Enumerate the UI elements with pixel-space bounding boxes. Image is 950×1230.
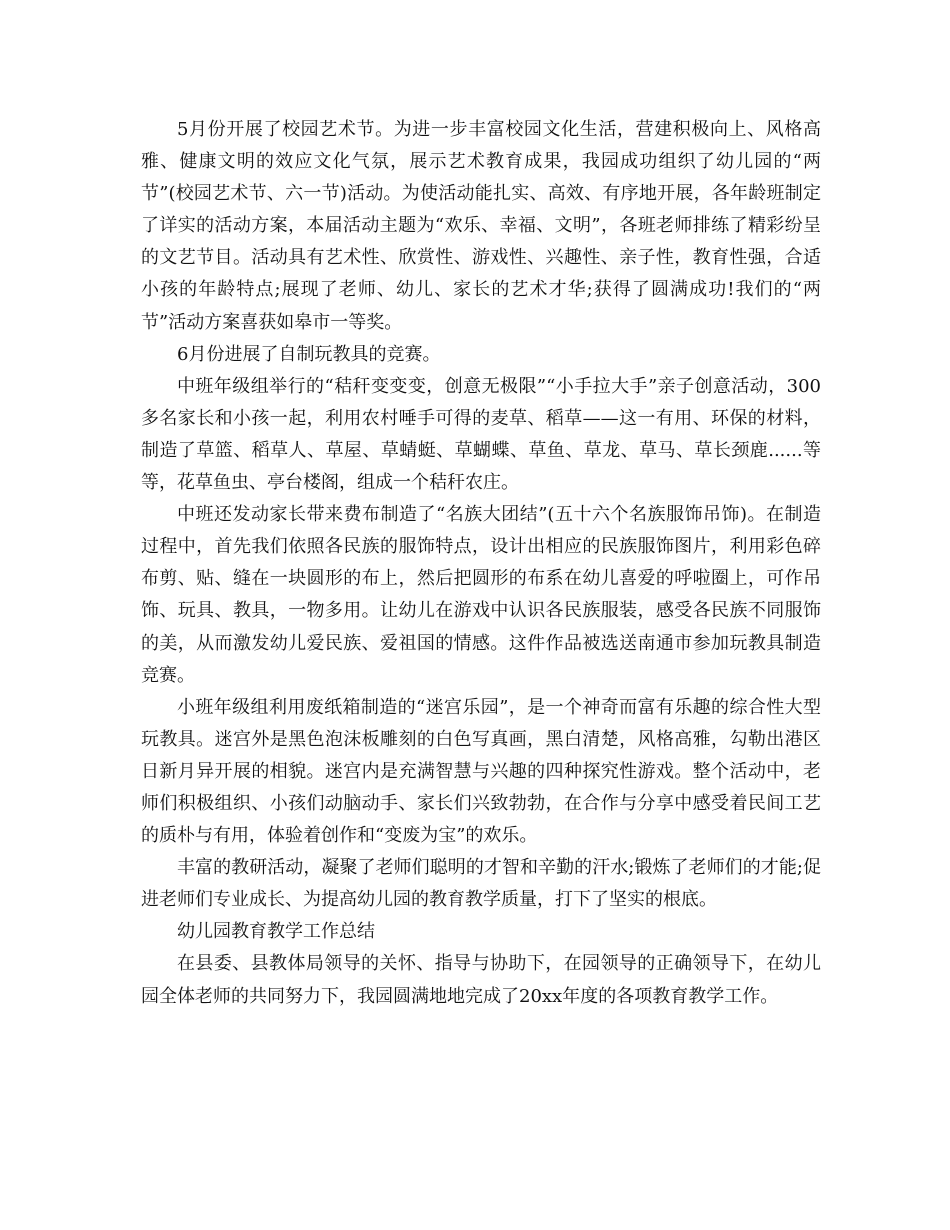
section-heading: 幼儿园教育教学工作总结 — [177, 921, 375, 943]
paragraph-teaching-research: 丰富的教研活动，凝聚了老师们聪明的才智和辛勤的汗水;锻炼了老师们的才能;促进老师们专业成长、为提高幼儿园的教育教学质量，打下了坚实的根底。 — [141, 857, 821, 911]
document-body — [141, 114, 821, 1013]
paragraph-art-festival: 5月份开展了校园艺术节。为进一步丰富校园文化生活，营建积极向上、风格高雅、健康文明的效应文化气氛，展示艺术教育成果，我园成功组织了幼儿园的“两节”(校园艺术节、六一节)活动。为使活动能扎实、高效、有序地开展，各年龄班制定了详实的活动方案，本届活动主题为“欢乐、幸福、文明”，各班老师排练了精彩纷呈的文艺节目。活动具有艺术性、欣赏性、游戏性、兴趣性、亲子性，教育性强，合适小孩的年龄特点;展现了老师、幼儿、家长的艺术才华;获得了圆满成功!我们的“两节”活动方案喜获如皋市一等奖。 — [141, 119, 821, 333]
paragraph-summary-intro: 在县委、县教体局领导的关怀、指导与协助下，在园领导的正确领导下，在幼儿园全体老师的共同努力下，我园圆满地地完成了20xx年度的各项教育教学工作。 — [141, 953, 821, 1007]
paragraph-middle-class-costume: 中班还发动家长带来费布制造了“名族大团结”(五十六个名族服饰吊饰)。在制造过程中，首先我们依照各民族的服饰特点，设计出相应的民族服饰图片，利用彩色碎布剪、贴、缝在一块圆形的布上，然后把圆形的布系在幼儿喜爱的呼啦圈上，可作吊饰、玩具、教具，一物多用。让幼儿在游戏中认识各民族服装，感受各民族不同服饰的美，从而激发幼儿爱民族、爱祖国的情感。这件作品被选送南通市参加玩教具制造竞赛。 — [141, 504, 821, 686]
paragraph-small-class-maze: 小班年级组利用废纸箱制造的“迷宫乐园”，是一个神奇而富有乐趣的综合性大型玩教具。迷宫外是黑色泡沫板雕刻的白色写真画，黑白清楚，风格高雅，勾勒出港区日新月异开展的相貌。迷宫内是充满智慧与兴趣的四种探究性游戏。整个活动中，老师们积极组织、小孩们动脑动手、家长们兴致勃勃，在合作与分享中感受着民间工艺的质朴与有用，体验着创作和“变废为宝”的欢乐。 — [141, 696, 821, 847]
paragraph-middle-class-straw: 中班年级组举行的“秸秆变变变，创意无极限”“小手拉大手”亲子创意活动，300多名家长和小孩一起，利用农村唾手可得的麦草、稻草——这一有用、环保的材料，制造了草篮、稻草人、草屋、草蜻蜓、草蝴蝶、草鱼、草龙、草马、草长颈鹿......等等，花草鱼虫、亭台楼阁，组成一个秸秆农庄。 — [141, 375, 821, 494]
paragraph-toy-contest: 6月份进展了自制玩教具的竞赛。 — [177, 343, 441, 365]
